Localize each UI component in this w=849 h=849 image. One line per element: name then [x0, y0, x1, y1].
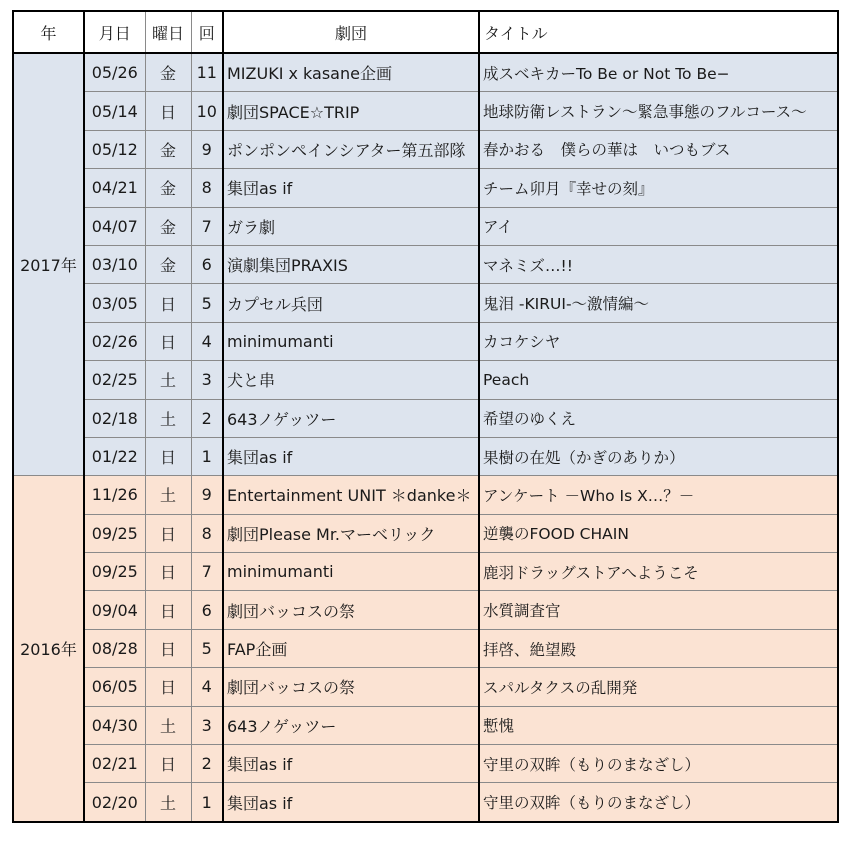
header-troupe: 劇団	[223, 11, 479, 53]
weekday-cell: 土	[145, 399, 191, 437]
table-row	[13, 245, 838, 283]
table-row	[13, 322, 838, 360]
weekday-cell: 日	[145, 745, 191, 783]
table-body	[13, 53, 838, 822]
header-date: 月日	[84, 11, 145, 53]
troupe-cell: 集団as if	[223, 783, 479, 822]
title-cell: 鬼泪 -KIRUI-〜激情編〜	[479, 284, 838, 322]
number-cell: 1	[191, 783, 223, 822]
troupe-cell: 犬と串	[223, 361, 479, 399]
date-cell: 01/22	[84, 437, 145, 475]
title-cell: カコケシヤ	[479, 322, 838, 360]
number-cell: 11	[191, 53, 223, 92]
title-cell: 拝啓、絶望殿	[479, 629, 838, 667]
troupe-cell: Entertainment UNIT ＊danke＊	[223, 476, 479, 514]
weekday-cell: 日	[145, 514, 191, 552]
table-row	[13, 476, 838, 514]
date-cell: 02/26	[84, 322, 145, 360]
title-cell: アンケート －Who Is X…？－	[479, 476, 838, 514]
troupe-cell: 演劇集団PRAXIS	[223, 245, 479, 283]
date-cell: 04/07	[84, 207, 145, 245]
date-cell: 05/26	[84, 53, 145, 92]
number-cell: 7	[191, 553, 223, 591]
number-cell: 4	[191, 668, 223, 706]
weekday-cell: 金	[145, 207, 191, 245]
weekday-cell: 金	[145, 169, 191, 207]
table-row	[13, 207, 838, 245]
troupe-cell: カプセル兵団	[223, 284, 479, 322]
table-row	[13, 399, 838, 437]
weekday-cell: 日	[145, 629, 191, 667]
title-cell: 守里の双眸（もりのまなざし）	[479, 783, 838, 822]
number-cell: 5	[191, 284, 223, 322]
weekday-cell: 日	[145, 437, 191, 475]
title-cell: マネミズ…!!	[479, 245, 838, 283]
title-cell: 守里の双眸（もりのまなざし）	[479, 745, 838, 783]
table-row	[13, 53, 838, 92]
troupe-cell: 劇団バッコスの祭	[223, 591, 479, 629]
date-cell: 09/25	[84, 553, 145, 591]
weekday-cell: 金	[145, 245, 191, 283]
weekday-cell: 土	[145, 361, 191, 399]
date-cell: 02/20	[84, 783, 145, 822]
number-cell: 1	[191, 437, 223, 475]
table-row	[13, 92, 838, 130]
number-cell: 6	[191, 591, 223, 629]
table-row	[13, 591, 838, 629]
date-cell: 02/21	[84, 745, 145, 783]
number-cell: 8	[191, 169, 223, 207]
date-cell: 11/26	[84, 476, 145, 514]
number-cell: 3	[191, 361, 223, 399]
troupe-cell: MIZUKI x kasane企画	[223, 53, 479, 92]
table-row	[13, 169, 838, 207]
title-cell: 慙愧	[479, 706, 838, 744]
header-row	[13, 11, 838, 53]
number-cell: 2	[191, 745, 223, 783]
weekday-cell: 日	[145, 591, 191, 629]
troupe-cell: FAP企画	[223, 629, 479, 667]
table-row	[13, 284, 838, 322]
table-row	[13, 553, 838, 591]
date-cell: 04/30	[84, 706, 145, 744]
title-cell: 水質調査官	[479, 591, 838, 629]
number-cell: 4	[191, 322, 223, 360]
year-cell: 2017年	[13, 53, 84, 476]
title-cell: 地球防衛レストラン〜緊急事態のフルコース〜	[479, 92, 838, 130]
table-row	[13, 629, 838, 667]
weekday-cell: 金	[145, 53, 191, 92]
troupe-cell: minimumanti	[223, 553, 479, 591]
weekday-cell: 日	[145, 284, 191, 322]
date-cell: 05/12	[84, 130, 145, 168]
title-cell: 鹿羽ドラッグストアへようこそ	[479, 553, 838, 591]
weekday-cell: 日	[145, 92, 191, 130]
number-cell: 3	[191, 706, 223, 744]
troupe-cell: 集団as if	[223, 169, 479, 207]
weekday-cell: 日	[145, 668, 191, 706]
table-row	[13, 745, 838, 783]
weekday-cell: 金	[145, 130, 191, 168]
date-cell: 09/25	[84, 514, 145, 552]
title-cell: アイ	[479, 207, 838, 245]
date-cell: 03/05	[84, 284, 145, 322]
troupe-cell: minimumanti	[223, 322, 479, 360]
number-cell: 6	[191, 245, 223, 283]
troupe-cell: 集団as if	[223, 745, 479, 783]
header-weekday: 曜日	[145, 11, 191, 53]
table-row	[13, 437, 838, 475]
title-cell: 希望のゆくえ	[479, 399, 838, 437]
troupe-cell: 劇団バッコスの祭	[223, 668, 479, 706]
troupe-cell: 劇団Please Mr.マーベリック	[223, 514, 479, 552]
header-number: 回	[191, 11, 223, 53]
date-cell: 08/28	[84, 629, 145, 667]
number-cell: 5	[191, 629, 223, 667]
title-cell: Peach	[479, 361, 838, 399]
date-cell: 09/04	[84, 591, 145, 629]
date-cell: 02/25	[84, 361, 145, 399]
header-title: タイトル	[479, 11, 838, 53]
troupe-cell: ポンポンペインシアター第五部隊	[223, 130, 479, 168]
troupe-cell: 643ノゲッツー	[223, 399, 479, 437]
table-row	[13, 783, 838, 822]
number-cell: 9	[191, 130, 223, 168]
number-cell: 7	[191, 207, 223, 245]
weekday-cell: 土	[145, 476, 191, 514]
number-cell: 2	[191, 399, 223, 437]
table-row	[13, 361, 838, 399]
performance-table	[12, 10, 839, 823]
weekday-cell: 日	[145, 553, 191, 591]
title-cell: スパルタクスの乱開発	[479, 668, 838, 706]
title-cell: 果樹の在処（かぎのありか）	[479, 437, 838, 475]
date-cell: 04/21	[84, 169, 145, 207]
table-row	[13, 668, 838, 706]
table-row	[13, 514, 838, 552]
date-cell: 06/05	[84, 668, 145, 706]
table-row	[13, 706, 838, 744]
title-cell: 成スベキカーTo Be or Not To Be−	[479, 53, 838, 92]
number-cell: 9	[191, 476, 223, 514]
title-cell: チーム卯月『幸せの刻』	[479, 169, 838, 207]
date-cell: 05/14	[84, 92, 145, 130]
title-cell: 逆襲のFOOD CHAIN	[479, 514, 838, 552]
troupe-cell: 集団as if	[223, 437, 479, 475]
weekday-cell: 土	[145, 783, 191, 822]
number-cell: 10	[191, 92, 223, 130]
troupe-cell: 643ノゲッツー	[223, 706, 479, 744]
date-cell: 03/10	[84, 245, 145, 283]
weekday-cell: 日	[145, 322, 191, 360]
year-cell: 2016年	[13, 476, 84, 822]
title-cell: 春かおる 僕らの華は いつもブス	[479, 130, 838, 168]
date-cell: 02/18	[84, 399, 145, 437]
troupe-cell: ガラ劇	[223, 207, 479, 245]
header-year: 年	[13, 11, 84, 53]
table-row	[13, 130, 838, 168]
troupe-cell: 劇団SPACE☆TRIP	[223, 92, 479, 130]
weekday-cell: 土	[145, 706, 191, 744]
number-cell: 8	[191, 514, 223, 552]
